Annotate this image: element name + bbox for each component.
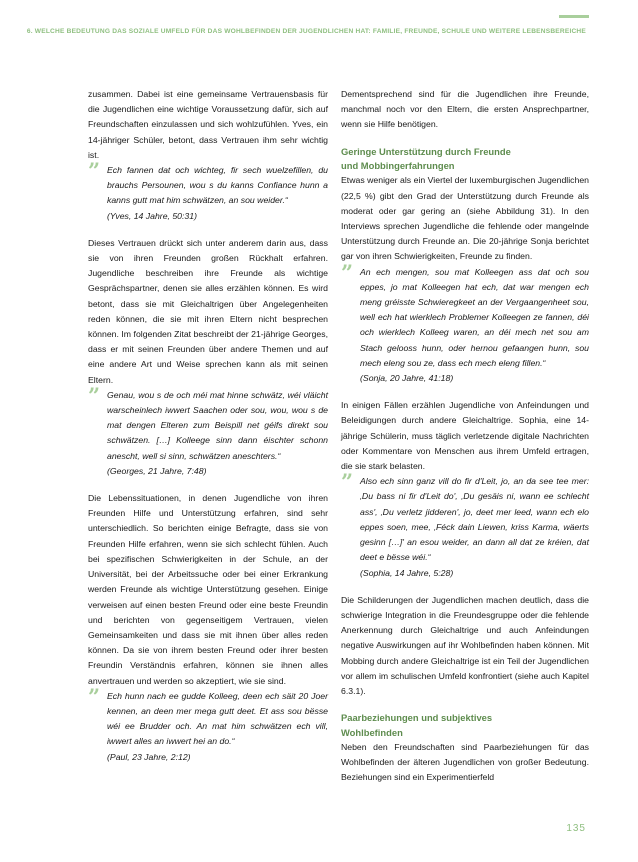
- quote-text: Genau, wou s de och méi mat hinne schwätz, wéi vläicht warscheinlech iwwert Saachen oder sou, wou, wou s de mat dengen Elteren zum Beispill net géifs direkt sou schwätzen. […] Kolleege sinn dann éischter schonn anescht, well si sinn, schwätzen aneschters.“: [107, 389, 328, 461]
- left-column: [88, 87, 328, 765]
- right-paragraph-1: Dementsprechend sind für die Jugendlichen ihre Freunde, manchmal noch vor den Eltern, die ersten Ansprechpartner, wenn sie Hilfe benötigen.: [341, 89, 589, 130]
- section-heading-support: [341, 145, 589, 174]
- quote-source: (Sonja, 20 Jahre, 41:18): [360, 373, 454, 384]
- quote-yves: [88, 158, 328, 224]
- right-paragraph-2: Etwas weniger als ein Viertel der luxemburgischen Jugendlichen (22,5 %) gibt den Grad der Unterstützung durch Freunde als moderat oder gar gering an (siehe Abbildung 31). In den Interviews sprechen Jugendliche die fehlende oder mangelnde Unterstützung durch Freunde an. Die 20-jährige Sonja berichtet gar von ihren Schwierigkeiten, Freunde zu finden.: [341, 175, 589, 262]
- quote-sonja: [341, 259, 589, 387]
- right-paragraph-4: Die Schilderungen der Jugendlichen machen deutlich, dass die schwierige Integration in die Freundesgruppe oder die fehlende Anerkennung durch Gleichaltrige und auch Anfeindungen negative Auswirkungen auf ihr Wohlbefinden haben können. Mit Mobbing durch andere Gleichaltrige ist ein Teil der Jugendlichen vor allem im schulischen Umfeld konfrontiert (siehe auch Kapitel 6.3.1).: [341, 594, 589, 696]
- quote-source: (Paul, 23 Jahre, 2:12): [107, 751, 191, 762]
- quote-georges: [88, 382, 328, 479]
- quote-source: (Yves, 14 Jahre, 50:31): [107, 210, 197, 221]
- section-heading-relationships: [341, 711, 589, 740]
- section-heading-line: Geringe Unterstützung durch Freunde: [341, 145, 511, 157]
- quote-source: (Georges, 21 Jahre, 7:48): [107, 465, 207, 476]
- header-accent-rule: [559, 15, 589, 18]
- page-number: 135: [566, 823, 586, 834]
- section-heading-line: Paarbeziehungen und subjektives: [341, 712, 493, 724]
- running-head: 6. WELCHE BEDEUTUNG DAS SOZIALE UMFELD FÜR DAS WOHLBEFINDEN DER JUGENDLICHEN HAT: FAMILIE, FREUNDE, SCHULE UND WEITERE LEBENSBEREICHE: [26, 28, 586, 35]
- left-paragraph-1: zusammen. Dabei ist eine gemeinsame Vertrauensbasis für die Jugendlichen eine wichtige Voraussetzung dafür, sich auf Freundschaften einzulassen und sich wohlzufühlen. Yves, ein 14-jähriger Schüler, betont, dass Vertrauen ihm sehr wichtig ist.: [88, 89, 328, 160]
- right-column: [341, 87, 589, 786]
- quote-text: Ech hunn nach ee gudde Kolleeg, deen ech säit 20 Joer kennen, an deen mer mega gutt deet. Et ass sou bësse wéi ee Brudder och. An mat him schwätzen ech vill, iwwert alles an iwwert hei an do.“: [107, 690, 328, 747]
- quote-mark-icon: ”: [88, 382, 101, 408]
- right-paragraph-5: Neben den Freundschaften sind Paarbeziehungen für das Wohlbefinden der älteren Jugendlichen von großer Bedeutung. Beziehungen sind ein Experimentierfeld: [341, 741, 589, 783]
- left-paragraph-2: Dieses Vertrauen drückt sich unter anderem darin aus, dass sie von ihren Freunden großen Rückhalt erfahren. Jugendliche beschreiben ihre Freunde als wichtige Gesprächspartner, denen sie alles erzählen können. Es wird betont, dass sie mit Gleichaltrigen über Angelegenheiten reden können, die sie mit ihren Eltern nicht besprechen können. Im folgenden Zitat beschreibt der 21-jährige Georges, dass er mit seinen Freunden über andere Themen und auf eine andere Art und Weise sprechen kann als mit seinen Eltern.: [88, 237, 328, 385]
- section-heading-line: Wohlbefinden: [341, 726, 403, 738]
- quote-mark-icon: ”: [88, 683, 101, 709]
- quote-paul: [88, 683, 328, 765]
- right-paragraph-3: In einigen Fällen erzählen Jugendliche von Anfeindungen und Beleidigungen durch andere Gleichaltrige. Sophia, eine 14-jährige Schülerin, muss täglich verletzende digitale Nachrichten oder Kommentare von Menschen aus ihrem Umfeld ertragen, die sie stark belasten.: [341, 400, 589, 472]
- quote-mark-icon: ”: [341, 469, 354, 495]
- quote-sophia: [341, 469, 589, 580]
- quote-mark-icon: ”: [341, 259, 354, 285]
- quote-source: (Sophia, 14 Jahre, 5:28): [360, 567, 454, 578]
- quote-mark-icon: ”: [88, 158, 101, 184]
- left-paragraph-3: Die Lebenssituationen, in denen Jugendliche von ihren Freunden Hilfe und Unterstützung erfahren, sind sehr unterschiedlich. So berichten einige Befragte, dass sie von Freunden Hilfe erfahren, wenn sie sich schlecht fühlen. Auch bei spezifischen Schwierigkeiten in der Schule, an der Universität, bei der Arbeitssuche oder bei einer Erkrankung werden Freunde als wichtige Unterstützung gesehen. Einige verweisen auf einen besten Freund oder eine beste Freundin und berichten von gegenseitigem Vertrauen, vielen Gemeinsamkeiten und dass sie mit ihnen über alles reden können. Da sie von ihrem besten Freund oder ihrer besten Freundin Verständnis erfahren, können sie ihnen alles anvertrauen und werden so akzeptiert, wie sie sind.: [88, 493, 328, 686]
- quote-text: Ech fannen dat och wichteg, fir sech wuelzefillen, du brauchs Persounen, wou s du kanns Confiance hunn a kanns gutt mat him schwätzen, an sou weider.“: [107, 165, 328, 206]
- quote-text: An ech mengen, sou mat Kolleegen ass dat och sou eppes, jo mat Kolleegen hat ech, dat war mengen ech meng gréisste Schwieregkeet an der Vergaangenheet sou, well ech hat wierklech Problemer Kolleegen ze fannen, déi och wierklech Kolleeg waren, an déi mech net sou am Stach gelooss hunn, oder hernou gefaangen hunn, sou mech eleng sou ze, dass ech mech eleng fillen.“: [360, 266, 589, 368]
- section-heading-line: und Mobbingerfahrungen: [341, 160, 455, 172]
- quote-text: Also ech sinn ganz vill do fir d'Leit, jo, an da see tee mer: ‚Du bass ni fir d'Leit do', ‚Du gesäis ni, wann ee schlecht ass', ‚Du verletz jidderen', jo, deet mer leed, wann ech elo eppes soen, mee, ‚Féck dain Liewen, kriss Karma, wäerts gesinn […]' an esou weider, an dann all dat ze kréien, dat deet e bësse wéi.“: [360, 476, 589, 563]
